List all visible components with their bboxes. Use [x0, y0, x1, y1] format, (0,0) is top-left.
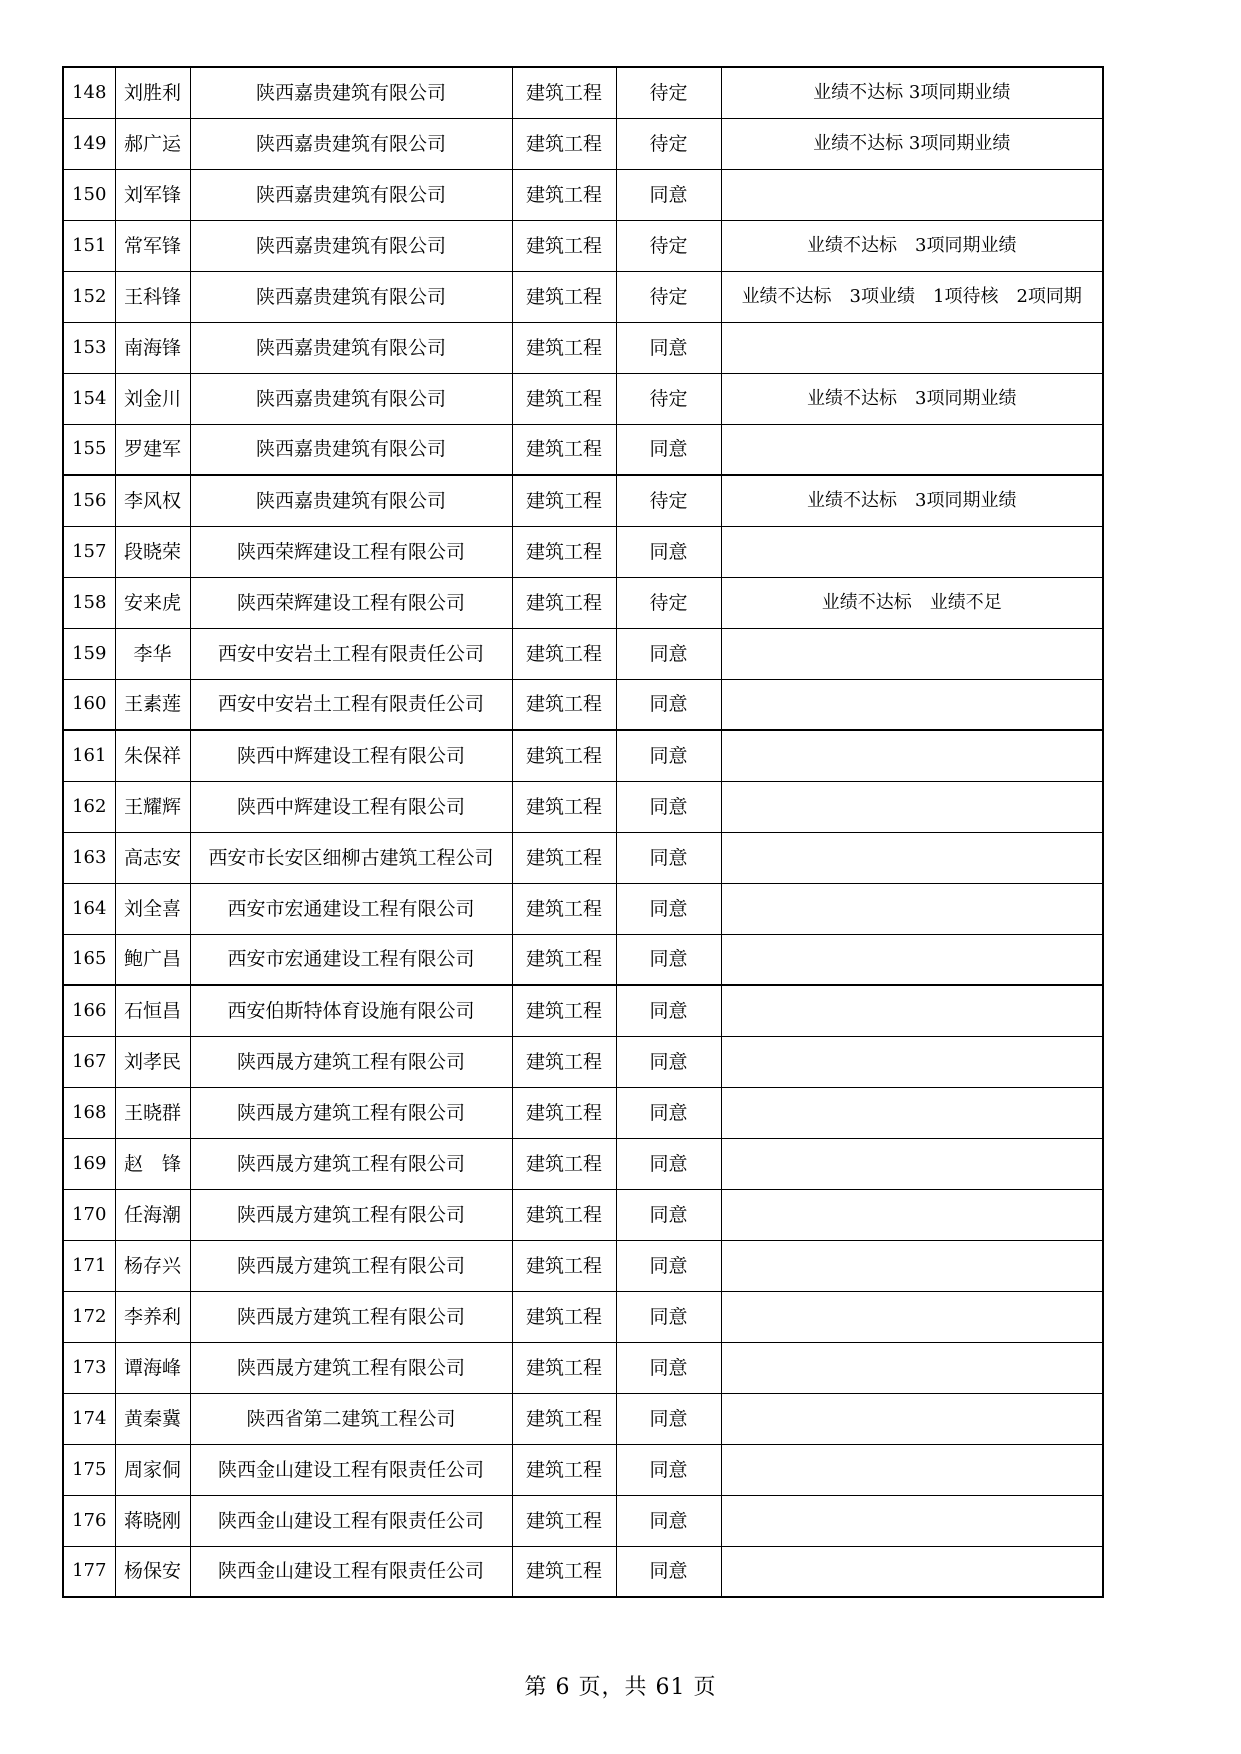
applicant-name-cell: 鲍广昌	[115, 934, 190, 985]
row-number-cell: 171	[63, 1240, 115, 1291]
company-name-cell: 西安市宏通建设工程有限公司	[190, 934, 512, 985]
remark-cell	[721, 883, 1103, 934]
table-row	[63, 220, 1103, 271]
company-name-cell: 陕西嘉贵建筑有限公司	[190, 322, 512, 373]
remark-cell	[721, 1495, 1103, 1546]
category-cell: 建筑工程	[512, 985, 616, 1036]
review-result-cell: 同意	[616, 781, 721, 832]
remark-cell: 业绩不达标 3项同期业绩	[721, 118, 1103, 169]
remark-cell: 业绩不达标 3项同期业绩	[721, 373, 1103, 424]
table-row	[63, 832, 1103, 883]
applicant-name-cell: 朱保祥	[115, 730, 190, 781]
category-cell: 建筑工程	[512, 526, 616, 577]
row-number-cell: 151	[63, 220, 115, 271]
review-result-cell: 同意	[616, 1495, 721, 1546]
category-cell: 建筑工程	[512, 118, 616, 169]
row-number-cell: 161	[63, 730, 115, 781]
review-result-cell: 待定	[616, 475, 721, 526]
review-result-cell: 同意	[616, 1444, 721, 1495]
company-name-cell: 陕西晟方建筑工程有限公司	[190, 1087, 512, 1138]
table-row	[63, 1189, 1103, 1240]
row-number-cell: 152	[63, 271, 115, 322]
remark-cell	[721, 1087, 1103, 1138]
applicant-name-cell: 任海潮	[115, 1189, 190, 1240]
review-result-cell: 待定	[616, 220, 721, 271]
review-result-cell: 同意	[616, 1189, 721, 1240]
applicant-name-cell: 罗建军	[115, 424, 190, 475]
remark-cell	[721, 1291, 1103, 1342]
category-cell: 建筑工程	[512, 1189, 616, 1240]
remark-cell	[721, 628, 1103, 679]
company-name-cell: 西安伯斯特体育设施有限公司	[190, 985, 512, 1036]
company-name-cell: 陕西晟方建筑工程有限公司	[190, 1240, 512, 1291]
table-row	[63, 1291, 1103, 1342]
category-cell: 建筑工程	[512, 934, 616, 985]
company-name-cell: 陕西嘉贵建筑有限公司	[190, 118, 512, 169]
category-cell: 建筑工程	[512, 832, 616, 883]
applicant-review-table	[62, 66, 1104, 1598]
company-name-cell: 陕西金山建设工程有限责任公司	[190, 1444, 512, 1495]
applicant-name-cell: 高志安	[115, 832, 190, 883]
remark-cell	[721, 730, 1103, 781]
table-row	[63, 475, 1103, 526]
company-name-cell: 陕西晟方建筑工程有限公司	[190, 1138, 512, 1189]
applicant-name-cell: 赵 锋	[115, 1138, 190, 1189]
remark-cell	[721, 1189, 1103, 1240]
row-number-cell: 150	[63, 169, 115, 220]
row-number-cell: 148	[63, 67, 115, 118]
row-number-cell: 170	[63, 1189, 115, 1240]
category-cell: 建筑工程	[512, 67, 616, 118]
review-result-cell: 同意	[616, 1138, 721, 1189]
row-number-cell: 157	[63, 526, 115, 577]
table-row	[63, 985, 1103, 1036]
row-number-cell: 166	[63, 985, 115, 1036]
applicant-name-cell: 杨存兴	[115, 1240, 190, 1291]
applicant-name-cell: 刘全喜	[115, 883, 190, 934]
remark-cell: 业绩不达标 业绩不足	[721, 577, 1103, 628]
table-row	[63, 1342, 1103, 1393]
category-cell: 建筑工程	[512, 220, 616, 271]
table-row	[63, 322, 1103, 373]
row-number-cell: 155	[63, 424, 115, 475]
company-name-cell: 陕西晟方建筑工程有限公司	[190, 1189, 512, 1240]
row-number-cell: 176	[63, 1495, 115, 1546]
category-cell: 建筑工程	[512, 1342, 616, 1393]
row-number-cell: 172	[63, 1291, 115, 1342]
applicant-name-cell: 王素莲	[115, 679, 190, 730]
review-result-cell: 同意	[616, 424, 721, 475]
row-number-cell: 173	[63, 1342, 115, 1393]
remark-cell	[721, 679, 1103, 730]
category-cell: 建筑工程	[512, 475, 616, 526]
row-number-cell: 160	[63, 679, 115, 730]
category-cell: 建筑工程	[512, 679, 616, 730]
table-row	[63, 628, 1103, 679]
company-name-cell: 西安市宏通建设工程有限公司	[190, 883, 512, 934]
company-name-cell: 陕西嘉贵建筑有限公司	[190, 271, 512, 322]
remark-cell	[721, 1240, 1103, 1291]
applicant-name-cell: 安来虎	[115, 577, 190, 628]
company-name-cell: 西安市长安区细柳古建筑工程公司	[190, 832, 512, 883]
review-result-cell: 待定	[616, 271, 721, 322]
remark-cell: 业绩不达标 3项同期业绩	[721, 220, 1103, 271]
review-result-cell: 同意	[616, 883, 721, 934]
applicant-name-cell: 王科锋	[115, 271, 190, 322]
company-name-cell: 陕西嘉贵建筑有限公司	[190, 67, 512, 118]
applicant-name-cell: 蒋晓刚	[115, 1495, 190, 1546]
remark-cell: 业绩不达标 3项业绩 1项待核 2项同期	[721, 271, 1103, 322]
category-cell: 建筑工程	[512, 322, 616, 373]
row-number-cell: 165	[63, 934, 115, 985]
category-cell: 建筑工程	[512, 424, 616, 475]
table-row	[63, 730, 1103, 781]
applicant-name-cell: 周家侗	[115, 1444, 190, 1495]
remark-cell	[721, 832, 1103, 883]
applicant-name-cell: 刘金川	[115, 373, 190, 424]
applicant-name-cell: 段晓荣	[115, 526, 190, 577]
applicant-name-cell: 王晓群	[115, 1087, 190, 1138]
category-cell: 建筑工程	[512, 1495, 616, 1546]
remark-cell	[721, 526, 1103, 577]
row-number-cell: 162	[63, 781, 115, 832]
company-name-cell: 陕西晟方建筑工程有限公司	[190, 1342, 512, 1393]
remark-cell	[721, 424, 1103, 475]
review-result-cell: 同意	[616, 169, 721, 220]
category-cell: 建筑工程	[512, 1291, 616, 1342]
table-row	[63, 526, 1103, 577]
review-result-cell: 同意	[616, 526, 721, 577]
remark-cell	[721, 1546, 1103, 1597]
row-number-cell: 167	[63, 1036, 115, 1087]
table-row	[63, 781, 1103, 832]
category-cell: 建筑工程	[512, 628, 616, 679]
table-row	[63, 883, 1103, 934]
applicant-name-cell: 王耀辉	[115, 781, 190, 832]
company-name-cell: 陕西嘉贵建筑有限公司	[190, 373, 512, 424]
applicant-name-cell: 李养利	[115, 1291, 190, 1342]
review-result-cell: 同意	[616, 1087, 721, 1138]
company-name-cell: 陕西荣辉建设工程有限公司	[190, 526, 512, 577]
applicant-name-cell: 石恒昌	[115, 985, 190, 1036]
row-number-cell: 169	[63, 1138, 115, 1189]
category-cell: 建筑工程	[512, 373, 616, 424]
table-row	[63, 1495, 1103, 1546]
applicant-name-cell: 刘孝民	[115, 1036, 190, 1087]
table-row	[63, 577, 1103, 628]
table-body	[63, 67, 1103, 1597]
remark-cell	[721, 985, 1103, 1036]
review-result-cell: 同意	[616, 1342, 721, 1393]
remark-cell: 业绩不达标 3项同期业绩	[721, 67, 1103, 118]
row-number-cell: 156	[63, 475, 115, 526]
table-row	[63, 424, 1103, 475]
review-result-cell: 同意	[616, 1393, 721, 1444]
category-cell: 建筑工程	[512, 883, 616, 934]
table-row	[63, 1393, 1103, 1444]
company-name-cell: 陕西中辉建设工程有限公司	[190, 730, 512, 781]
applicant-name-cell: 李风权	[115, 475, 190, 526]
company-name-cell: 陕西嘉贵建筑有限公司	[190, 220, 512, 271]
table-row	[63, 67, 1103, 118]
company-name-cell: 陕西金山建设工程有限责任公司	[190, 1546, 512, 1597]
review-result-cell: 待定	[616, 577, 721, 628]
row-number-cell: 164	[63, 883, 115, 934]
category-cell: 建筑工程	[512, 1546, 616, 1597]
table-row	[63, 1240, 1103, 1291]
table-row	[63, 271, 1103, 322]
review-result-cell: 待定	[616, 118, 721, 169]
row-number-cell: 159	[63, 628, 115, 679]
row-number-cell: 153	[63, 322, 115, 373]
applicant-name-cell: 刘军锋	[115, 169, 190, 220]
review-result-cell: 同意	[616, 934, 721, 985]
applicant-name-cell: 黄秦冀	[115, 1393, 190, 1444]
review-result-cell: 同意	[616, 1036, 721, 1087]
review-result-cell: 同意	[616, 985, 721, 1036]
remark-cell	[721, 169, 1103, 220]
review-result-cell: 同意	[616, 730, 721, 781]
review-result-cell: 同意	[616, 628, 721, 679]
remark-cell	[721, 781, 1103, 832]
row-number-cell: 154	[63, 373, 115, 424]
category-cell: 建筑工程	[512, 1393, 616, 1444]
review-result-cell: 待定	[616, 67, 721, 118]
remark-cell: 业绩不达标 3项同期业绩	[721, 475, 1103, 526]
review-result-cell: 同意	[616, 1240, 721, 1291]
review-result-cell: 待定	[616, 373, 721, 424]
category-cell: 建筑工程	[512, 730, 616, 781]
row-number-cell: 177	[63, 1546, 115, 1597]
company-name-cell: 陕西嘉贵建筑有限公司	[190, 475, 512, 526]
table-row	[63, 118, 1103, 169]
category-cell: 建筑工程	[512, 1087, 616, 1138]
category-cell: 建筑工程	[512, 577, 616, 628]
table-row	[63, 1546, 1103, 1597]
row-number-cell: 174	[63, 1393, 115, 1444]
category-cell: 建筑工程	[512, 1240, 616, 1291]
table-row	[63, 373, 1103, 424]
company-name-cell: 陕西嘉贵建筑有限公司	[190, 424, 512, 475]
company-name-cell: 陕西金山建设工程有限责任公司	[190, 1495, 512, 1546]
review-result-cell: 同意	[616, 322, 721, 373]
table-row	[63, 1138, 1103, 1189]
category-cell: 建筑工程	[512, 169, 616, 220]
applicant-name-cell: 杨保安	[115, 1546, 190, 1597]
category-cell: 建筑工程	[512, 271, 616, 322]
remark-cell	[721, 1036, 1103, 1087]
table-row	[63, 679, 1103, 730]
table-row	[63, 1087, 1103, 1138]
review-result-cell: 同意	[616, 1291, 721, 1342]
remark-cell	[721, 1393, 1103, 1444]
remark-cell	[721, 322, 1103, 373]
category-cell: 建筑工程	[512, 1036, 616, 1087]
category-cell: 建筑工程	[512, 1138, 616, 1189]
company-name-cell: 西安中安岩土工程有限责任公司	[190, 628, 512, 679]
applicant-name-cell: 常军锋	[115, 220, 190, 271]
company-name-cell: 西安中安岩土工程有限责任公司	[190, 679, 512, 730]
company-name-cell: 陕西荣辉建设工程有限公司	[190, 577, 512, 628]
review-result-cell: 同意	[616, 679, 721, 730]
row-number-cell: 168	[63, 1087, 115, 1138]
row-number-cell: 175	[63, 1444, 115, 1495]
applicant-name-cell: 郝广运	[115, 118, 190, 169]
applicant-name-cell: 李华	[115, 628, 190, 679]
row-number-cell: 158	[63, 577, 115, 628]
remark-cell	[721, 934, 1103, 985]
company-name-cell: 陕西晟方建筑工程有限公司	[190, 1291, 512, 1342]
table-row	[63, 169, 1103, 220]
review-result-cell: 同意	[616, 832, 721, 883]
row-number-cell: 149	[63, 118, 115, 169]
remark-cell	[721, 1138, 1103, 1189]
remark-cell	[721, 1342, 1103, 1393]
review-result-cell: 同意	[616, 1546, 721, 1597]
applicant-name-cell: 谭海峰	[115, 1342, 190, 1393]
category-cell: 建筑工程	[512, 781, 616, 832]
company-name-cell: 陕西嘉贵建筑有限公司	[190, 169, 512, 220]
table-row	[63, 1036, 1103, 1087]
company-name-cell: 陕西省第二建筑工程公司	[190, 1393, 512, 1444]
applicant-name-cell: 南海锋	[115, 322, 190, 373]
category-cell: 建筑工程	[512, 1444, 616, 1495]
table-row	[63, 934, 1103, 985]
company-name-cell: 陕西中辉建设工程有限公司	[190, 781, 512, 832]
table-row	[63, 1444, 1103, 1495]
page-number-footer: 第 6 页，共 61 页	[524, 1675, 717, 1700]
company-name-cell: 陕西晟方建筑工程有限公司	[190, 1036, 512, 1087]
remark-cell	[721, 1444, 1103, 1495]
row-number-cell: 163	[63, 832, 115, 883]
applicant-name-cell: 刘胜利	[115, 67, 190, 118]
